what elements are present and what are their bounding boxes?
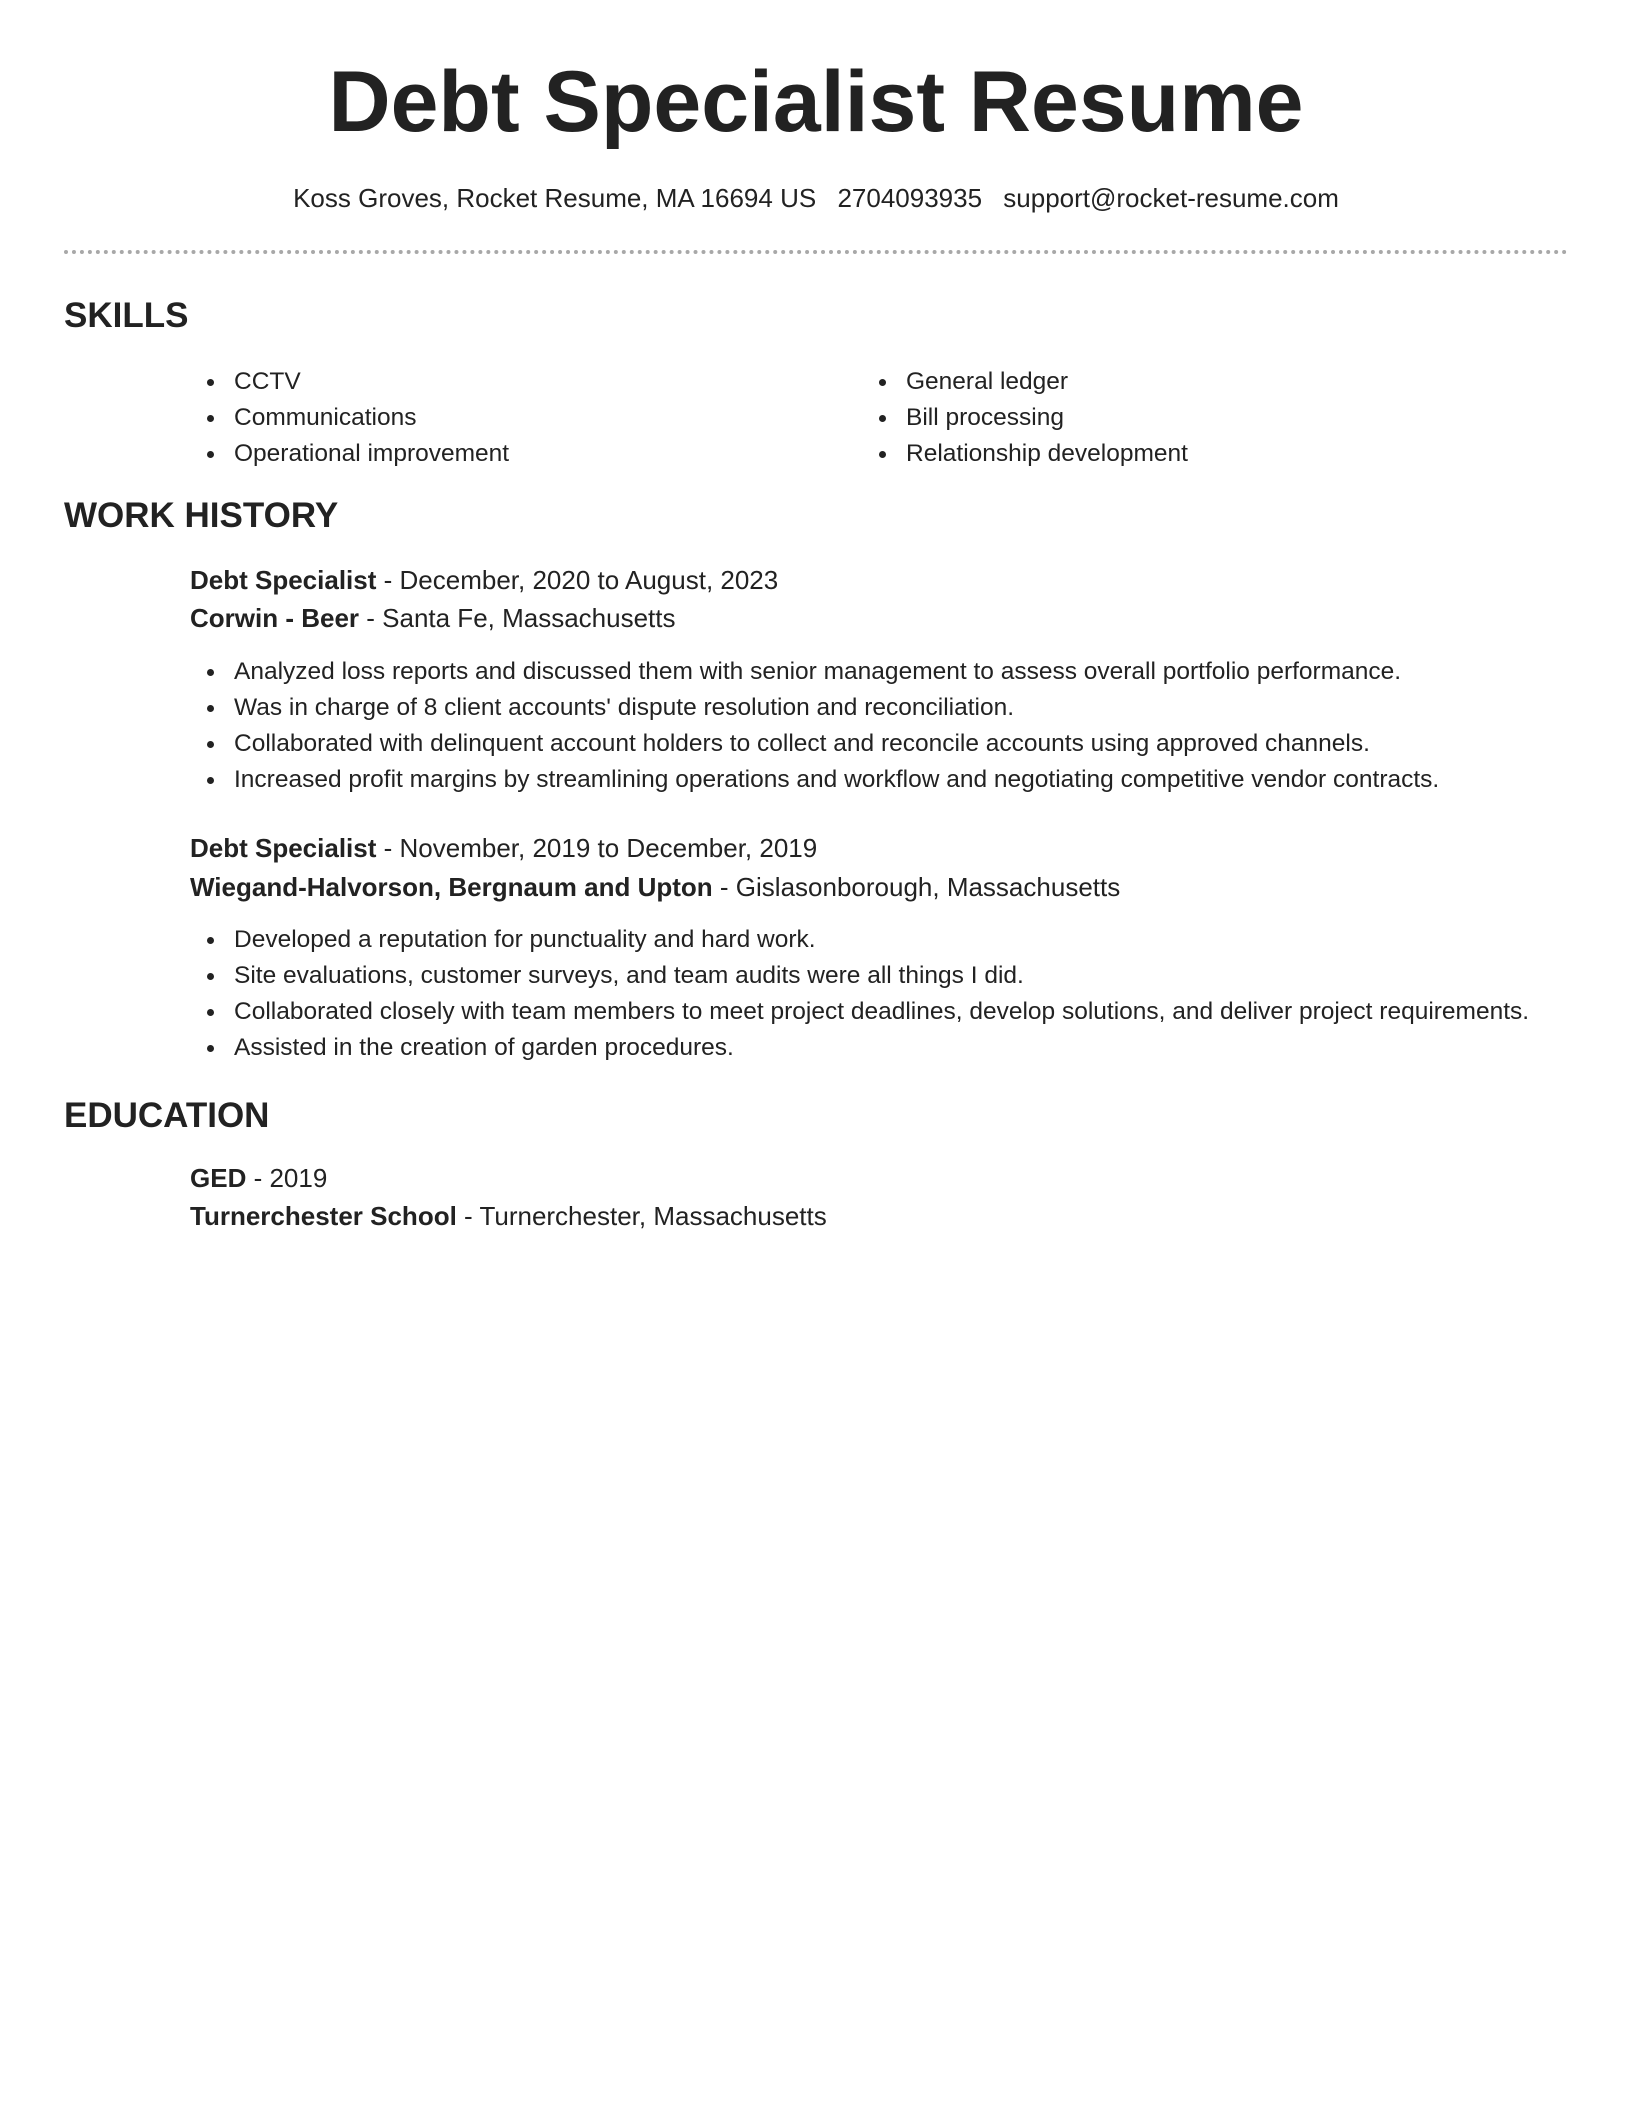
skills-list-right: [862, 364, 1188, 472]
job-bullet: Site evaluations, customer surveys, and team audits were all things I did.: [190, 958, 1529, 994]
job-bullet: Collaborated closely with team members to meet project deadlines, develop solutions, and deliver project requirements.: [190, 994, 1529, 1030]
job-dates: - November, 2019 to December, 2019: [376, 833, 818, 863]
job-title-line: [190, 562, 778, 598]
education-year: - 2019: [246, 1163, 328, 1193]
job-bullets: [190, 922, 1529, 1066]
education-location: - Turnerchester, Massachusetts: [456, 1201, 827, 1231]
job-company-line: [190, 600, 676, 636]
job-dates: - December, 2020 to August, 2023: [376, 565, 779, 595]
job-bullet: Developed a reputation for punctuality and hard work.: [190, 922, 1529, 958]
job-bullets: [190, 654, 1439, 798]
contact-phone: 2704093935: [837, 183, 983, 213]
job-company: Wiegand-Halvorson, Bergnaum and Upton: [190, 872, 713, 902]
job-title-line: [190, 830, 817, 866]
job-role: Debt Specialist: [190, 565, 377, 595]
job-location: - Santa Fe, Massachusetts: [359, 603, 676, 633]
job-company: Corwin - Beer: [190, 603, 360, 633]
skills-list-left: [190, 364, 509, 472]
contact-address: Koss Groves, Rocket Resume, MA 16694 US: [293, 183, 817, 213]
job-bullet: Assisted in the creation of garden procedures.: [190, 1030, 1529, 1066]
skills-heading: SKILLS: [64, 296, 189, 335]
job-bullet: Increased profit margins by streamlining operations and workflow and negotiating competitive vendor contracts.: [190, 762, 1439, 798]
education-school: Turnerchester School: [190, 1201, 457, 1231]
work-history-heading: WORK HISTORY: [64, 496, 339, 535]
education-degree-line: [190, 1160, 327, 1196]
job-location: - Gislasonborough, Massachusetts: [712, 872, 1121, 902]
job-bullet: Collaborated with delinquent account holders to collect and reconcile accounts using approved channels.: [190, 726, 1439, 762]
skill-item: Bill processing: [862, 400, 1188, 436]
education-school-line: [190, 1198, 827, 1234]
education-degree: GED: [190, 1163, 247, 1193]
skill-item: Operational improvement: [190, 436, 509, 472]
contact-line: [64, 180, 1568, 216]
header-divider: [64, 250, 1568, 254]
skill-item: General ledger: [862, 364, 1188, 400]
contact-email: support@rocket-resume.com: [1003, 183, 1339, 213]
job-bullet: Analyzed loss reports and discussed them with senior management to assess overall portfolio performance.: [190, 654, 1439, 690]
skill-item: Communications: [190, 400, 509, 436]
job-company-line: [190, 869, 1120, 905]
job-role: Debt Specialist: [190, 833, 377, 863]
education-heading: EDUCATION: [64, 1096, 270, 1135]
resume-title: Debt Specialist Resume: [328, 54, 1304, 150]
skill-item: CCTV: [190, 364, 509, 400]
job-bullet: Was in charge of 8 client accounts' dispute resolution and reconciliation.: [190, 690, 1439, 726]
skill-item: Relationship development: [862, 436, 1188, 472]
